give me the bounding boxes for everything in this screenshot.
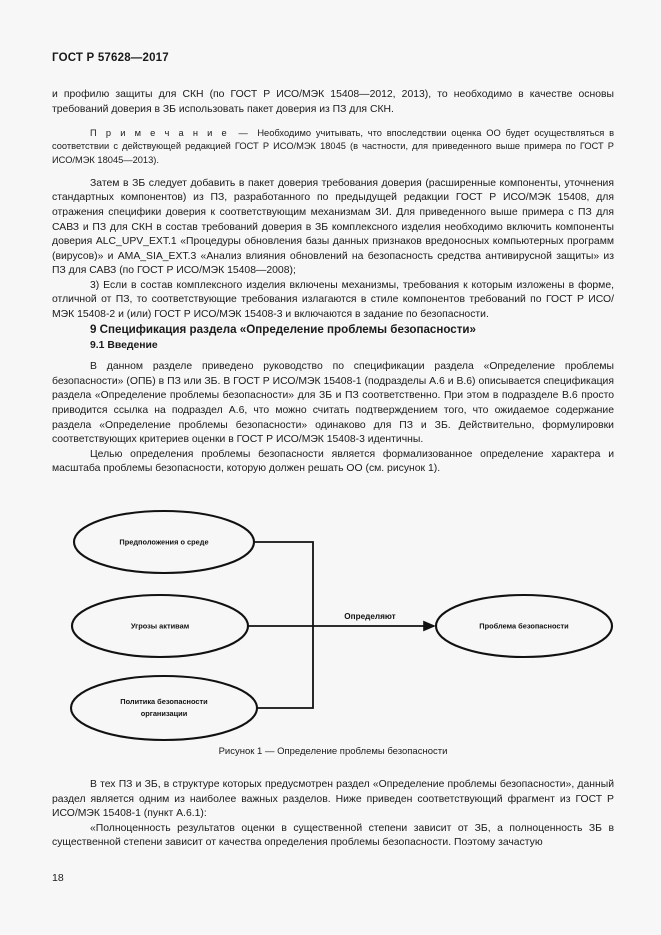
- paragraph-goal: Целью определения проблемы безопасности является формализованное определение характера и масштаба проблемы безопасности, которую должен решать ОО (см. рисунок 1).: [52, 448, 614, 475]
- node-security-policy: [71, 676, 257, 740]
- node-assumptions: [74, 511, 254, 573]
- note-dash: —: [238, 127, 248, 138]
- node-security-policy-label-line2: организации: [140, 709, 188, 718]
- node-assumptions-label: Предположения о среде: [119, 537, 209, 547]
- figure-1: [52, 500, 614, 758]
- paragraph-item-2: Затем в ЗБ следует добавить в пакет доверия требования доверия (расширенные компоненты, уточнения стандартных компонентов) из ПЗ, разработанного по предыдущей редакции ГОСТ Р ИСО/МЭК 15408, для отражения специфики доверия к соответствующим механизмам ЗИ. Для приведенного выше примера с ПЗ для САВЗ и ПЗ для СКН в состав требований доверия в ЗБ комплексного изделия необходимо включить компоненты доверия ALC_UPV_EXT.1 «Процедуры обновления базы данных признаков вредоносных компьютерных программ (вирусов)» и AMA_SIA_EXT.3 «Анализ влияния обновлений на безопасность средства антивирусной защиты» из ПЗ для САВЗ (по ГОСТ Р ИСО/МЭК 15408—2008);: [52, 177, 614, 277]
- node-security-policy-label-line1: Политика безопасности: [120, 697, 208, 706]
- paragraph-item-3: 3) Если в состав комплексного изделия включены механизмы, требования к которым изложены в форме, отличной от ПЗ, то соответствующие требования излагаются в стиле компонентов требований по ГОСТ Р ИСО/МЭК 15408-2 и (или) ГОСТ Р ИСО/МЭК 15408-3 и включаются в задание по безопасности.: [52, 279, 614, 320]
- edge-label-determine: Определяют: [344, 612, 396, 621]
- section-heading-9: 9 Спецификация раздела «Определение проблемы безопасности»: [90, 323, 476, 337]
- note-block: [52, 127, 614, 168]
- figure-canvas: [52, 500, 614, 745]
- node-security-problem-label: Проблема безопасности: [479, 621, 569, 631]
- document-body: [52, 88, 614, 477]
- subsection-heading-9-1: 9.1 Введение: [90, 340, 158, 352]
- document-header: ГОСТ Р 57628—2017: [52, 52, 169, 64]
- paragraph-introduction: В данном разделе приведено руководство по спецификации раздела «Определение проблемы безопасности» (ОПБ) в ПЗ или ЗБ. В ГОСТ Р ИСО/МЭК 15408-1 (подразделы А.6 и В.6) описывается спецификация раздела «Определение проблемы безопасности» для ЗБ и ПЗ соответственно. При этом в подразделе В.6 просто приводится ссылка на подраздел А.6, что можно считать подтверждением того, что ожидаемое содержание раздела «Определение проблемы безопасности» одинаково для ПЗ и ЗБ. Действительно, формулировки соответствующих критериев оценки в ГОСТ Р ИСО/МЭК 15408-3 идентичны.: [52, 361, 614, 446]
- figure-caption: Рисунок 1 — Определение проблемы безопасности: [218, 746, 448, 757]
- page-number: 18: [52, 872, 64, 884]
- node-security-problem: [436, 595, 612, 657]
- paragraph-continuation: и профилю защиты для СКН (по ГОСТ Р ИСО/МЭК 15408—2012, 2013), то необходимо в качестве основы требований доверия в ЗБ использовать пакет доверия из ПЗ для СКН.: [52, 89, 614, 115]
- connector-lines: [248, 542, 434, 708]
- paragraph-quote: «Полноценность результатов оценки в существенной степени зависит от ЗБ, а полноценность ЗБ в существенной степени зависит от качества определения проблемы безопасности. Поэтому зачастую: [52, 822, 614, 849]
- note-label: П р и м е ч а н и е: [90, 127, 229, 138]
- node-threats: [72, 595, 248, 657]
- node-threats-label: Угрозы активам: [130, 621, 190, 631]
- document-body-tail: [52, 778, 614, 851]
- paragraph-after-figure: В тех ПЗ и ЗБ, в структуре которых предусмотрен раздел «Определение проблемы безопасности», данный раздел является одним из наиболее важных разделов. Ниже приведен соответствующий фрагмент из ГОСТ Р ИСО/МЭК 15408-1 (пункт А.6.1):: [52, 779, 614, 820]
- note-text: Необходимо учитывать, что впоследствии оценка ОО будет осуществляться в соответствии с действующей редакцией ГОСТ Р ИСО/МЭК 18045 (в частности, для приведенного выше примера по ГОСТ Р ИСО/МЭК 18045—2013).: [52, 127, 615, 165]
